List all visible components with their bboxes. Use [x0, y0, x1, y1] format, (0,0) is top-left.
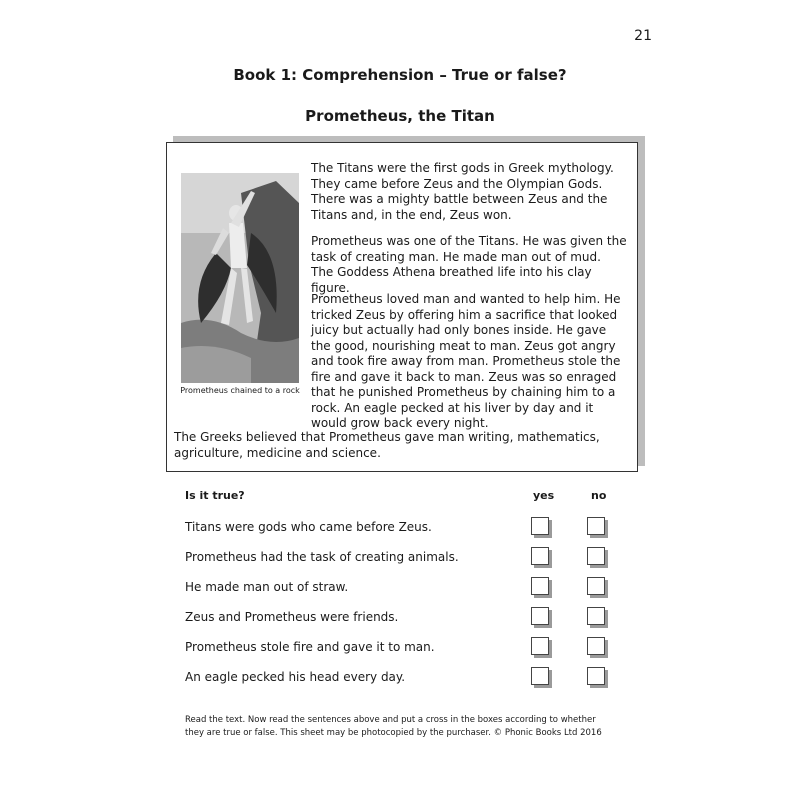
statement-text: Prometheus stole fire and gave it to man.	[185, 640, 435, 654]
quiz-row	[0, 667, 800, 691]
yes-checkbox[interactable]	[531, 577, 549, 595]
figure-caption: Prometheus chained to a rock	[180, 386, 300, 395]
statement-text: He made man out of straw.	[185, 580, 349, 594]
quiz-row	[0, 637, 800, 661]
worksheet-title: Book 1: Comprehension – True or false?	[233, 66, 567, 84]
no-checkbox[interactable]	[587, 577, 605, 595]
quiz-row	[0, 517, 800, 541]
page-number: 21	[634, 28, 652, 44]
no-column-header: no	[591, 489, 607, 502]
no-checkbox[interactable]	[587, 547, 605, 565]
paragraph-3: Prometheus loved man and wanted to help him. He tricked Zeus by offering him a sacrifice that looked juicy but actually had only bones inside. He gave the good, nourishing meat to man. Zeus got angry and took fire away from man. Prometheus stole the fire and gave it back to man. Zeus was so enraged that he punished Prometheus by chaining him to a rock. An eagle pecked at his liver by day and it would grow back every night.	[311, 292, 621, 430]
paragraph-2: Prometheus was one of the Titans. He was given the task of creating man. He made man out of mud. The Goddess Athena breathed life into his clay figure.	[311, 234, 627, 295]
yes-checkbox[interactable]	[531, 667, 549, 685]
statement-text: An eagle pecked his head every day.	[185, 670, 406, 684]
story-title: Prometheus, the Titan	[305, 107, 495, 125]
footer-line-1: Read the text. Now read the sentences above and put a cross in the boxes according to whether	[185, 715, 596, 725]
prometheus-illustration	[181, 173, 299, 383]
quiz-row	[0, 577, 800, 601]
no-checkbox[interactable]	[587, 607, 605, 625]
no-checkbox[interactable]	[587, 667, 605, 685]
yes-checkbox[interactable]	[531, 547, 549, 565]
yes-checkbox[interactable]	[531, 607, 549, 625]
no-checkbox[interactable]	[587, 637, 605, 655]
statement-text: Titans were gods who came before Zeus.	[185, 520, 432, 534]
instructions-footer	[185, 714, 635, 740]
paragraph-1: The Titans were the first gods in Greek mythology. They came before Zeus and the Olympian Gods. There was a mighty battle between Zeus and the Titans and, in the end, Zeus won.	[311, 161, 614, 222]
statement-text: Zeus and Prometheus were friends.	[185, 610, 399, 624]
statement-text: Prometheus had the task of creating animals.	[185, 550, 459, 564]
quiz-row	[0, 607, 800, 631]
paragraph-4: The Greeks believed that Prometheus gave man writing, mathematics, agriculture, medicine and science.	[174, 430, 600, 460]
quiz-heading: Is it true?	[185, 489, 245, 502]
yes-checkbox[interactable]	[531, 637, 549, 655]
yes-column-header: yes	[533, 489, 555, 502]
footer-line-2: they are true or false. This sheet may be photocopied by the purchaser. © Phonic Books Ltd 2016	[185, 728, 602, 738]
quiz-row	[0, 547, 800, 571]
yes-checkbox[interactable]	[531, 517, 549, 535]
no-checkbox[interactable]	[587, 517, 605, 535]
